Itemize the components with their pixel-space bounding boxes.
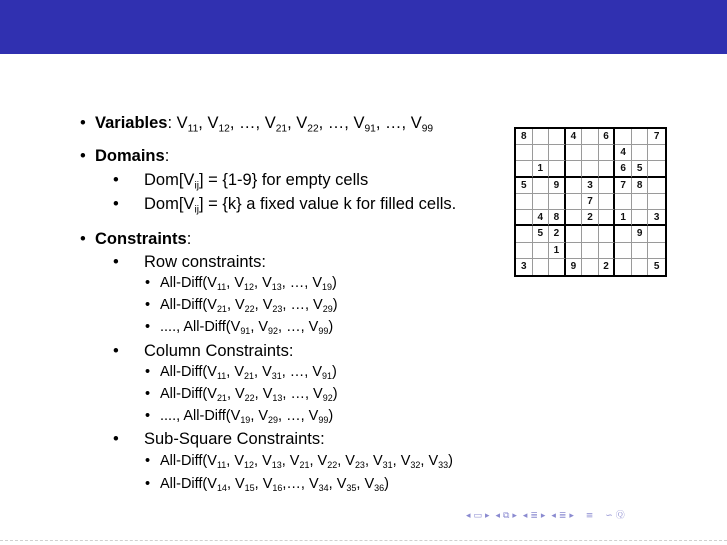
sudoku-cell (566, 178, 583, 194)
sudoku-cell (648, 161, 665, 177)
sudoku-cell (533, 194, 550, 210)
bullet-dot: • (113, 342, 119, 360)
sudoku-cell (599, 178, 616, 194)
subsquare-constraints-label: Sub-Square Constraints: (144, 430, 325, 448)
sudoku-cell (516, 243, 533, 259)
domains-colon: : (164, 147, 170, 165)
row-constraint-text: All-$Diff(V_{11}$, $V_{12}$, $V_{13}$, …, $V_{19}$) (160, 275, 337, 293)
bullet-dot: • (80, 114, 86, 132)
variables-list: : $V_{11}$, $V_{12}$, …, $V_{21}$, $V_{22}$, …, $V_{91}$, …, $V_{99}$ (167, 114, 434, 135)
bullet-dot: • (113, 195, 119, 213)
sudoku-cell (549, 259, 566, 275)
constraints-colon: : (186, 230, 192, 248)
nav-zoom-icon[interactable]: Ⓠ (615, 511, 625, 521)
sudoku-cell: 1 (549, 243, 566, 259)
nav-right-arrow-icon[interactable]: ▸ (512, 511, 517, 521)
sudoku-cell (648, 243, 665, 259)
nav-section-icon[interactable]: ≣ (558, 511, 567, 521)
sudoku-cell (632, 129, 649, 145)
sudoku-cell: 8 (549, 210, 566, 226)
sudoku-cell: 4 (566, 129, 583, 145)
sudoku-cell (549, 161, 566, 177)
sudoku-cell: 1 (615, 210, 632, 226)
bullet-dot: • (145, 319, 151, 335)
bullet-dot: • (145, 453, 151, 469)
column-constraint-text: All-$Diff(V_{21}$, $V_{22}$, $V_{13}$, …, $V_{92}$) (160, 386, 338, 404)
nav-left-arrow-icon[interactable]: ◂ (466, 511, 471, 521)
bullet-dot: • (145, 364, 151, 380)
sudoku-cell: 6 (599, 129, 616, 145)
sudoku-cell: 5 (653, 261, 660, 273)
nav-search-icon[interactable]: ∽ (605, 511, 613, 521)
sudoku-cell: 4 (615, 145, 632, 161)
row-constraints-label: Row constraints: (144, 253, 266, 271)
sudoku-cell: 3 (582, 178, 599, 194)
bullet-dot: • (113, 430, 119, 448)
nav-left-arrow-icon[interactable]: ◂ (522, 511, 528, 521)
column-constraint-text: ...., All-$Diff(V_{19}$, $V_{29}$, …, $V_{99}$) (160, 408, 334, 426)
slide-navigation (466, 508, 628, 522)
sudoku-cell (516, 145, 533, 161)
sudoku-cell (615, 129, 632, 145)
row-constraint-text: All-$Diff(V_{21}$, $V_{22}$, $V_{23}$, …, $V_{29}$) (160, 297, 338, 315)
bullet-dot: • (145, 408, 151, 424)
sudoku-cell: 7 (615, 178, 632, 194)
sudoku-cell: 2 (582, 210, 599, 226)
sudoku-cell (533, 129, 550, 145)
sudoku-cell (566, 145, 583, 161)
sudoku-cell (549, 145, 566, 161)
sudoku-cell (599, 145, 616, 161)
bullet-dot: • (113, 253, 119, 271)
subsquare-constraint-text: All-$Diff(V_{14}$, $V_{15}$, $V_{16},\dots$, $V_{34}$, $V_{35}$, $V_{36}$) (160, 476, 389, 494)
sudoku-cell: 6 (615, 161, 632, 177)
sudoku-cell (599, 161, 616, 177)
sudoku-cell (516, 194, 533, 210)
nav-right-arrow-icon[interactable]: ▸ (540, 511, 546, 521)
sudoku-cell: 4 (533, 210, 550, 226)
sudoku-cell (582, 129, 599, 145)
sudoku-cell (566, 226, 583, 242)
domains-text (95, 146, 169, 166)
nav-subsection-icon[interactable]: ⧉ (502, 511, 510, 521)
domains-label: Domains (95, 147, 165, 165)
sudoku-cell: 9 (566, 259, 583, 275)
bullet-dot: • (80, 230, 86, 248)
sudoku-cell (566, 243, 583, 259)
subsquare-constraint-text: All-$Diff(V_{11}$, $V_{12}$, $V_{13}$, $V_{21}$, $V_{22}$, $V_{23}$, $V_{31}$, $V_{32}$, $V_{33}$) (160, 453, 453, 471)
sudoku-cell: 5 (632, 161, 649, 177)
constraints-text (95, 229, 191, 249)
sudoku-cell (648, 194, 665, 210)
sudoku-cell (599, 226, 616, 242)
nav-left-arrow-icon[interactable]: ◂ (551, 511, 556, 521)
nav-align-icon[interactable]: ≡ (585, 511, 594, 521)
nav-right-arrow-icon[interactable]: ▸ (485, 511, 490, 521)
sudoku-cell: 8 (516, 129, 533, 145)
sudoku-cell: 3 (648, 210, 665, 226)
sudoku-cell (566, 161, 583, 177)
bullet-dot: • (113, 171, 119, 189)
sudoku-cell (599, 243, 616, 259)
sudoku-cell (632, 145, 649, 161)
sudoku-cell: 7 (582, 194, 599, 210)
bullet-dot: • (145, 275, 151, 291)
bullet-dot: • (80, 147, 86, 165)
column-constraint-text: All-$Diff(V_{11}$, $V_{21}$, $V_{31}$, …, $V_{91}$) (160, 364, 337, 382)
sudoku-cell (582, 161, 599, 177)
bullet-dot: • (145, 476, 151, 492)
sudoku-cell (582, 226, 599, 242)
sudoku-cell: 7 (648, 129, 665, 145)
sudoku-cell (648, 145, 665, 161)
sudoku-cell (516, 161, 533, 177)
column-constraints-label: Column Constraints: (144, 342, 294, 360)
sudoku-cell: 5 (516, 178, 533, 194)
sudoku-cell: 8 (632, 178, 649, 194)
sudoku-cell (516, 210, 533, 226)
variables-text (95, 113, 433, 133)
sudoku-cell: 5 (533, 226, 550, 242)
sudoku-cell: 9 (632, 226, 649, 242)
sudoku-cell (549, 129, 566, 145)
sudoku-cell (632, 194, 649, 210)
sudoku-cell (615, 243, 632, 259)
sudoku-cell (533, 178, 550, 194)
sudoku-cell (615, 194, 632, 210)
sudoku-cell (549, 194, 566, 210)
constraints-label: Constraints (95, 230, 187, 248)
sudoku-grid (514, 127, 667, 277)
sudoku-cell (615, 226, 632, 242)
bottom-divider (0, 540, 727, 542)
sudoku-cell (533, 243, 550, 259)
sudoku-cell (566, 194, 583, 210)
sudoku-cell (582, 145, 599, 161)
bullet-dot: • (145, 386, 151, 402)
sudoku-cell (632, 210, 649, 226)
sudoku-cell (533, 259, 550, 275)
sudoku-cell (599, 210, 616, 226)
nav-right-arrow-icon[interactable]: ▸ (569, 511, 574, 521)
sudoku-cell: 1 (533, 161, 550, 177)
row-constraint-text: ...., All-$Diff(V_{91}$, $V_{92}$, …, $V_{99}$) (160, 319, 334, 337)
nav-left-arrow-icon[interactable]: ◂ (495, 511, 500, 521)
sudoku-cell (599, 194, 616, 210)
sudoku-cell (566, 210, 583, 226)
sudoku-cell (516, 226, 533, 242)
sudoku-cell (632, 259, 649, 275)
variables-label: Variables (95, 114, 168, 132)
sudoku-cell (582, 259, 599, 275)
sudoku-cell (615, 259, 632, 275)
sudoku-cell: 2 (549, 226, 566, 242)
nav-frame-icon[interactable]: ▭ (473, 511, 483, 521)
sudoku-cell: 3 (516, 259, 533, 275)
domain-filled-cells: $Dom[V_{ij}] = \{k\}$ a fixed value k for filled cells. (144, 195, 457, 216)
sudoku-cell: 9 (549, 178, 566, 194)
bullet-dot: • (145, 297, 151, 313)
sudoku-cell: 2 (599, 259, 616, 275)
sudoku-cell (582, 243, 599, 259)
sudoku-cell (632, 243, 649, 259)
nav-section-icon[interactable]: ≣ (530, 511, 538, 521)
sudoku-cell (648, 178, 665, 194)
sudoku-cell (533, 145, 550, 161)
sudoku-cell (648, 226, 665, 242)
domain-empty-cells: $Dom[V_{ij}] = \{1-9\}$ for empty cells (144, 171, 369, 192)
